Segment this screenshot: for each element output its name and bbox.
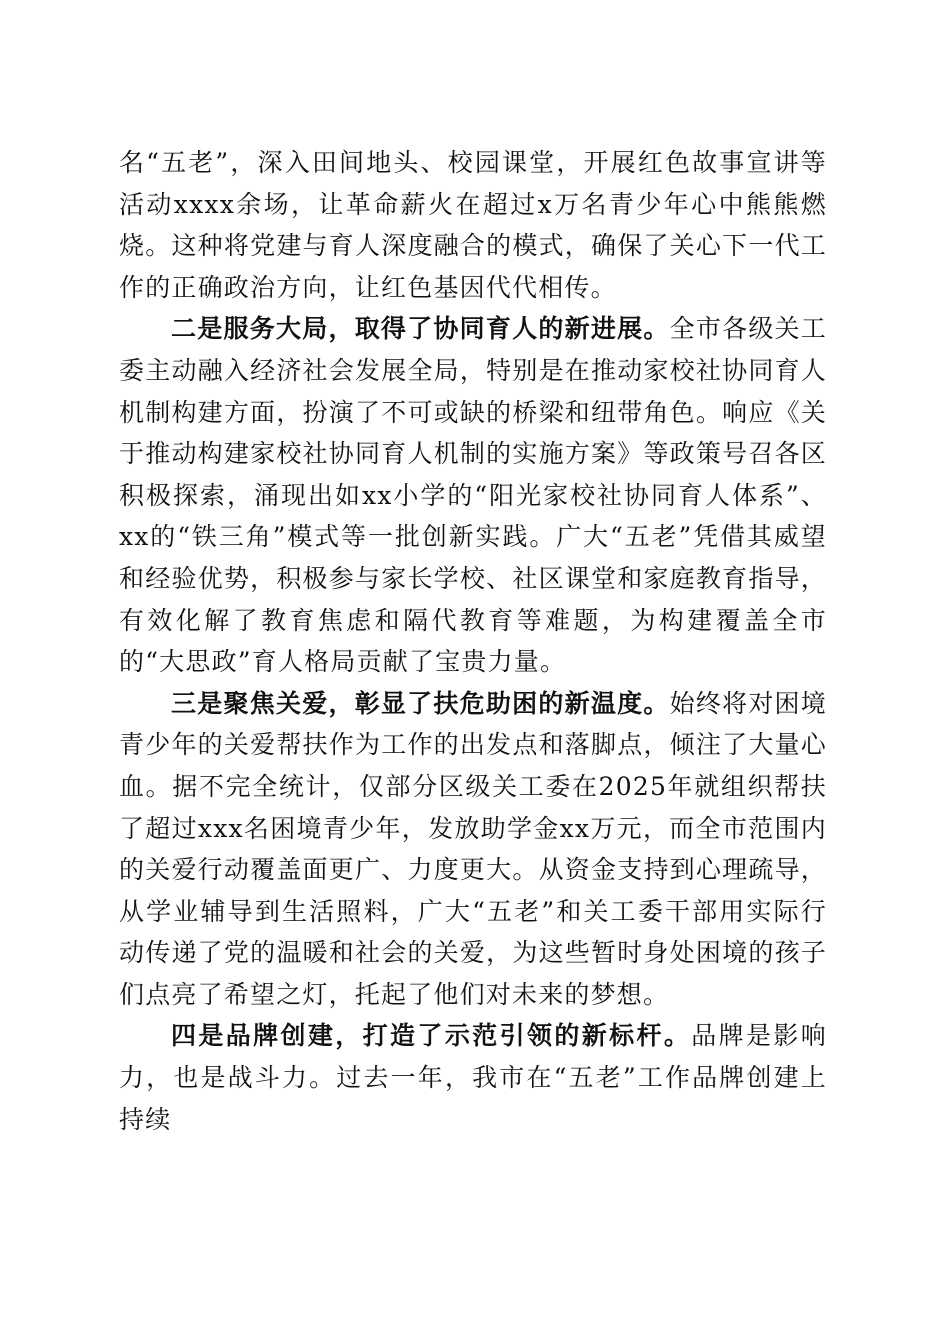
paragraph-care <box>119 683 827 1016</box>
paragraph-service <box>119 308 827 682</box>
paragraph-text: 名“五老”，深入田间地头、校园课堂，开展红色故事宣讲等活动xxxx余场，让革命薪火在超过x万名青少年心中熊熊燃烧。这种将党建与育人深度融合的模式，确保了关心下一代工作的正确政治方向，让红色基因代代相传。 <box>119 148 827 302</box>
paragraph-heading: 四是品牌创建，打造了示范引领的新标杆。 <box>171 1021 692 1051</box>
paragraph-text: 全市各级关工委主动融入经济社会发展全局，特别是在推动家校社协同育人机制构建方面，扮演了不可或缺的桥梁和纽带角色。响应《关于推动构建家校社协同育人机制的实施方案》等政策号召各区积极探索，涌现出如xx小学的“阳光家校社协同育人体系”、xx的“铁三角”模式等一批创新实践。广大“五老”凭借其威望和经验优势，积极参与家长学校、社区课堂和家庭教育指导，有效化解了教育焦虑和隔代教育等难题，为构建覆盖全市的“大思政”育人格局贡献了宝贵力量。 <box>119 314 827 677</box>
paragraph-brand <box>119 1015 827 1140</box>
document-body <box>119 142 827 1140</box>
paragraph-heading: 二是服务大局，取得了协同育人的新进展。 <box>171 314 670 344</box>
paragraph-text: 品牌是影响力，也是战斗力。过去一年，我市在“五老”工作品牌创建上持续 <box>119 1021 827 1134</box>
paragraph-continuation <box>119 142 827 308</box>
paragraph-heading: 三是聚焦关爱，彰显了扶危助困的新温度。 <box>171 688 670 718</box>
paragraph-text: 始终将对困境青少年的关爱帮扶作为工作的出发点和落脚点，倾注了大量心血。据不完全统计，仅部分区级关工委在2025年就组织帮扶了超过xxx名困境青少年，发放助学金xx万元，而全市范围内的关爱行动覆盖面更广、力度更大。从资金支持到心理疏导，从学业辅导到生活照料，广大“五老”和关工委干部用实际行动传递了党的温暖和社会的关爱，为这些暂时身处困境的孩子们点亮了希望之灯，托起了他们对未来的梦想。 <box>119 688 827 1009</box>
